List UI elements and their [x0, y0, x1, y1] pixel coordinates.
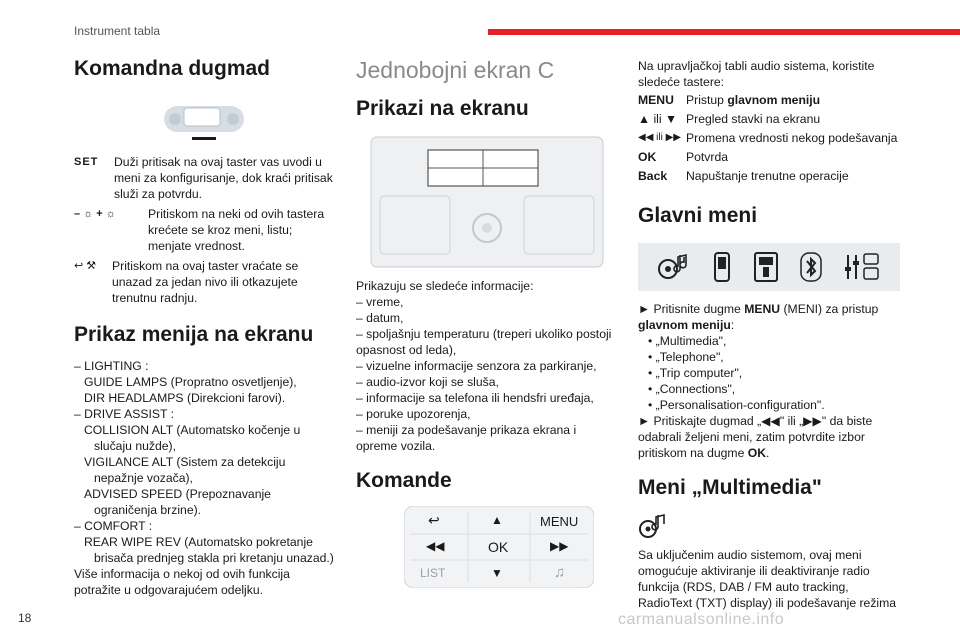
list-item: • „Personalisation-configuration".: [648, 398, 825, 412]
list-item: GUIDE LAMPS (Propratno osvetljenje),: [84, 375, 297, 389]
list-item: – vizuelne informacije senzora za parkiranje,: [356, 359, 597, 373]
minus-plus-row: [74, 206, 336, 254]
desc-cell: Promena vrednosti nekog podešavanja: [686, 131, 898, 145]
info-list: [356, 294, 618, 454]
drive-assist-items: [74, 422, 336, 518]
list-item: – poruke upozorenja,: [356, 407, 471, 421]
key-cell: MENU: [638, 93, 674, 107]
table-row: [638, 92, 897, 111]
desc-cell: Napuštanje trenutne operacije: [686, 169, 849, 183]
menu-group-comfort: – COMFORT :: [74, 519, 153, 533]
column-1: [74, 52, 336, 598]
desc-cell: Potvrda: [686, 150, 729, 164]
key-cell: Back: [638, 169, 668, 183]
list-item: – audio-izvor koji se sluša,: [356, 375, 499, 389]
menu-group-drive-assist: – DRIVE ASSIST :: [74, 407, 175, 421]
trip-computer-icon: [752, 251, 780, 283]
rewind-icon: ◀◀: [426, 539, 445, 553]
back-arrow-icon: ↩: [428, 512, 440, 528]
panel-ok-label: OK: [488, 539, 509, 555]
desc-cell: Pristup glavnom meniju: [686, 93, 821, 107]
list-item: • „Trip computer",: [648, 366, 743, 380]
list-item: – meniji za podešavanje prikaza ekrana i opreme vozila.: [356, 423, 577, 453]
table-row: [638, 111, 897, 130]
lighting-items: [74, 374, 336, 406]
list-item: COLLISION ALT (Automatsko kočenje u slučaju nužde),: [84, 423, 301, 453]
info-intro: Prikazuju se sledeće informacije:: [356, 279, 534, 293]
list-item: • „Telephone",: [648, 350, 724, 364]
key-cell: OK: [638, 150, 657, 164]
table-row: [638, 149, 897, 168]
back-button-row: [74, 258, 336, 306]
panel-list-label: LIST: [420, 566, 446, 580]
audio-control-panel: [404, 506, 594, 588]
telephone-icon: [711, 251, 733, 283]
main-menu-icons-strip: [638, 243, 900, 291]
header-red-bar: [488, 29, 960, 35]
column-2: [356, 52, 618, 588]
panel-menu-label: MENU: [540, 514, 579, 529]
list-item: – vreme,: [356, 295, 404, 309]
key-cell: ▲ ili ▼: [638, 112, 678, 126]
back-wrench-icon: ↩ ⚒: [74, 260, 97, 272]
multimedia-icon: [656, 251, 692, 283]
step1-text: ► Pritisnite dugme MENU (MENI) za pristup glavnom meniju:: [638, 302, 879, 332]
desc-cell: Pregled stavki na ekranu: [686, 112, 821, 126]
set-button-row: [74, 154, 336, 202]
bluetooth-icon: [799, 251, 823, 283]
list-item: • „Multimedia",: [648, 334, 727, 348]
controls-heading: Komandna dugmad: [74, 57, 271, 80]
multimedia-small-icon: [638, 513, 668, 539]
header-section-label: Instrument tabla: [74, 24, 161, 38]
forward-icon: ▶▶: [550, 539, 569, 553]
list-item: DIR HEADLAMPS (Direkcioni farovi).: [84, 391, 286, 405]
minus-plus-brightness-icon: – ☼ + ☼: [74, 208, 116, 220]
menu-group-lighting: – LIGHTING :: [74, 359, 149, 373]
page-number: 18: [18, 611, 32, 625]
list-item: – informacije sa telefona ili hendsfri uređaja,: [356, 391, 594, 405]
back-description: Pritiskom na ovaj taster vraćate se unazad za jedan nivo ili otkazujete trenutnu radnju.: [112, 259, 299, 305]
minus-plus-description: Pritiskom na neki od ovih tastera krećete se kroz meni, listu; menjate vrednost.: [148, 207, 325, 253]
commands-heading: Komande: [356, 469, 452, 492]
keys-intro: Na upravljačkoj tabli audio sistema, koristite sledeće tastere:: [638, 59, 875, 89]
list-item: – datum,: [356, 311, 404, 325]
list-item: • „Connections",: [648, 382, 736, 396]
column-3: [638, 52, 904, 611]
list-item: – spoljašnju temperaturu (treperi ukoliko postoji opasnost od leda),: [356, 327, 612, 357]
more-info-text: Više informacija o nekoj od ovih funkcija potražite u odgovarajućem odeljku.: [74, 567, 290, 597]
main-menu-heading: Glavni meni: [638, 204, 758, 227]
set-icon: SET: [74, 156, 99, 168]
key-cell: ◀◀ ili ▶▶: [638, 132, 681, 143]
set-description: Duži pritisak na ovaj taster vas uvodi u meni za konfigurisanje, dok kraći pritisak služi za potvrdu.: [114, 155, 333, 201]
mono-display-image: [370, 136, 604, 268]
steering-buttons-image: [162, 100, 246, 146]
list-item: ADVISED SPEED (Prepoznavanje ograničenja brzine).: [84, 487, 271, 517]
down-arrow-icon: ▼: [491, 566, 503, 580]
list-item: VIGILANCE ALT (Sistem za detekciju nepažnje vozača),: [84, 455, 286, 485]
screen-c-heading: Jednobojni ekran C: [356, 57, 555, 83]
main-menu-items: [638, 333, 904, 413]
menu-display-heading: Prikaz menija na ekranu: [74, 323, 314, 346]
music-note-icon: ♫: [554, 564, 566, 581]
table-row: [638, 130, 897, 149]
up-arrow-icon: ▲: [491, 513, 503, 527]
settings-sliders-icon: [842, 251, 882, 283]
multimedia-text: Sa uključenim audio sistemom, ovaj meni omogućuje aktiviranje ili deaktiviranje radio funkcija (RDS, DAB / FM auto tracking, RadioText (TXT) display) ili podešavanje režima: [638, 548, 897, 610]
step2-text: ► Pritiskajte dugmad „◀◀" ili „▶▶" da biste odabrali željeni meni, zatim potvrdite izbor pritiskom na dugme OK.: [638, 414, 873, 460]
table-row: [638, 168, 897, 187]
list-item: REAR WIPE REV (Automatsko pokretanje brisača prednjeg stakla pri kretanju unazad.): [84, 535, 334, 565]
display-heading: Prikazi na ekranu: [356, 97, 529, 120]
keys-table: [638, 92, 897, 187]
site-watermark: carmanualsonline.info: [618, 611, 785, 628]
comfort-items: [74, 534, 336, 566]
multimedia-heading: Meni „Multimedia": [638, 476, 822, 499]
menu-list: [74, 358, 336, 598]
